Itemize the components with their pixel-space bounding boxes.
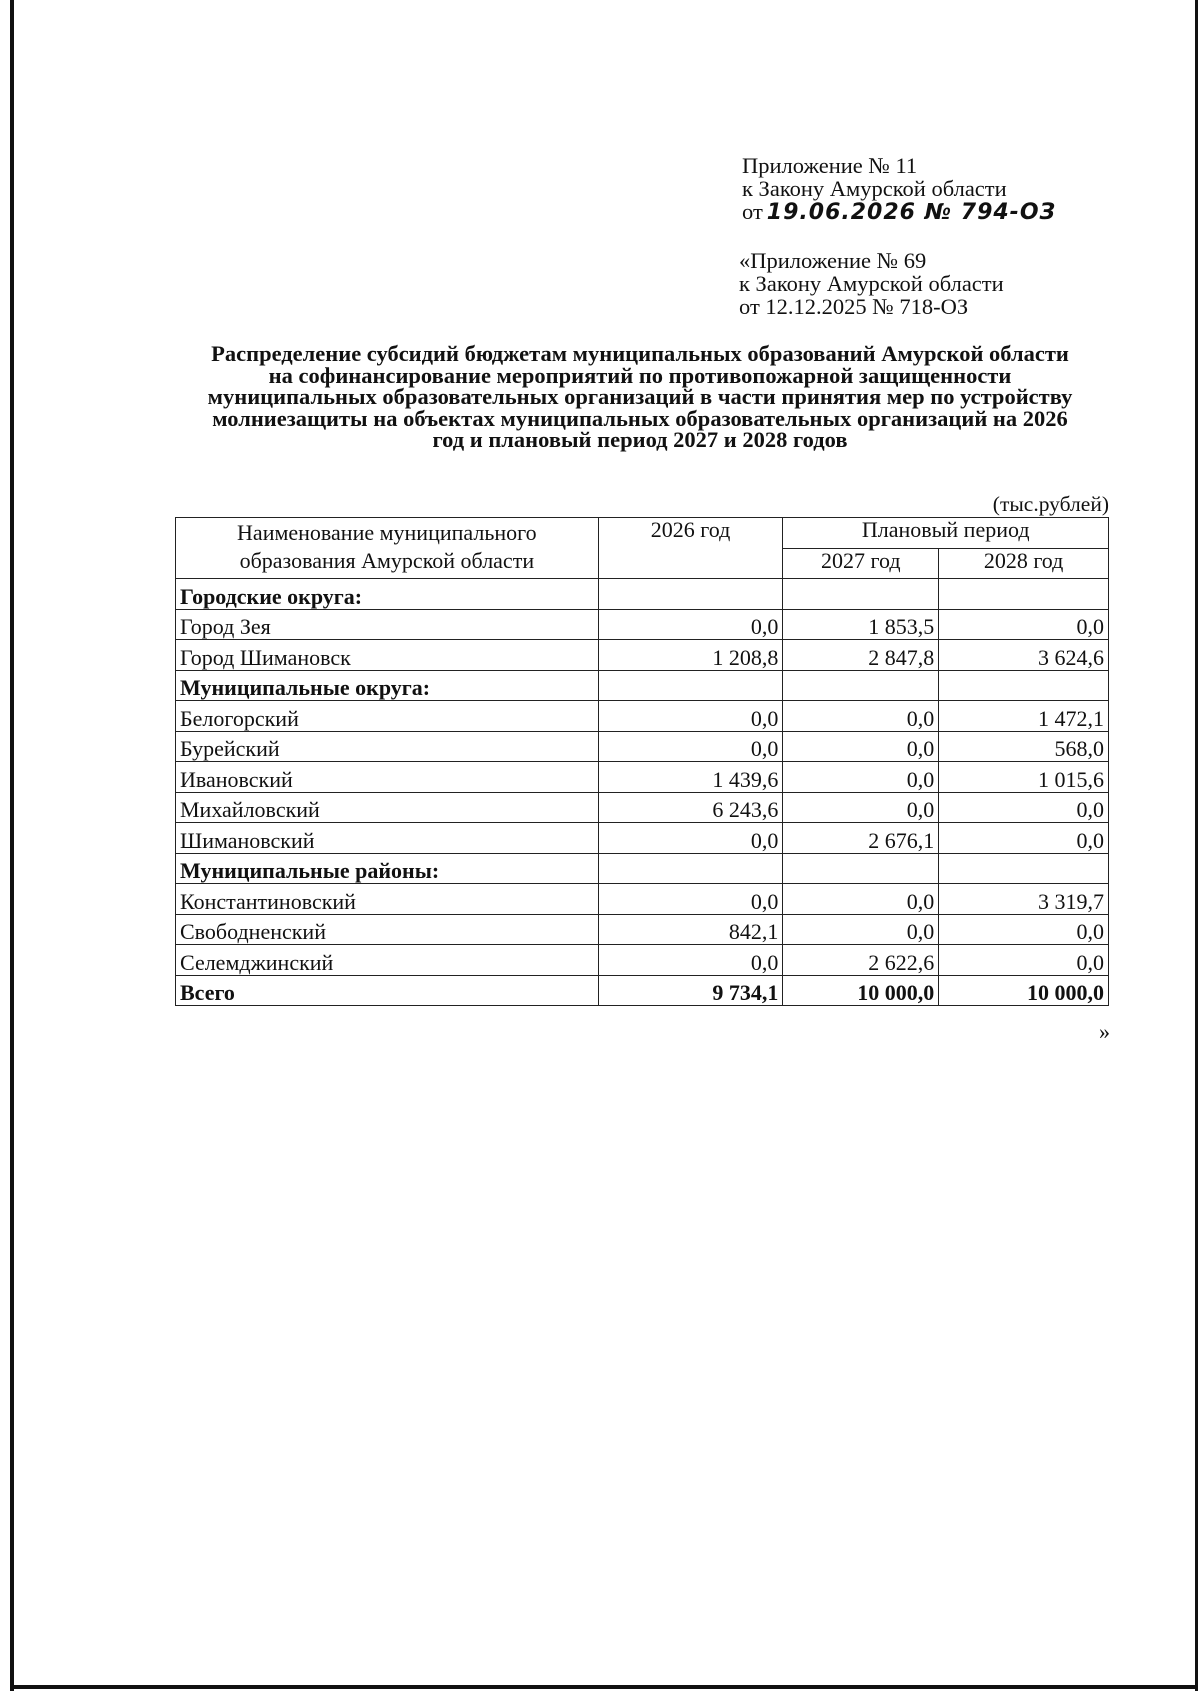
row-name-cell: Город Шимановск [176,640,599,671]
table-row [176,823,1109,854]
title-line: на софинансирование мероприятий по противопожарной защищенности [268,362,1012,388]
attachment-current-prefix: от [742,199,763,224]
scan-bottom-edge [10,1685,1198,1689]
header-planning-period: Плановый период [783,518,1109,549]
table-group-row [176,670,1109,701]
value-cell-2028 [939,579,1109,610]
value-cell-2028 [939,853,1109,884]
value-cell-2028: 0,0 [939,792,1109,823]
table-row [176,792,1109,823]
value-cell-2028: 0,0 [939,609,1109,640]
scan-right-edge [1195,0,1198,1691]
value-cell-2027: 0,0 [783,792,939,823]
table-group-row [176,579,1109,610]
attachment-current-line2: к Закону Амурской области [742,176,1007,201]
value-cell-2026: 0,0 [598,731,783,762]
row-name-cell: Константиновский [176,884,599,915]
value-cell-2028: 1 015,6 [939,762,1109,793]
value-cell-2027 [783,853,939,884]
value-cell-2028: 3 624,6 [939,640,1109,671]
row-name-cell: Михайловский [176,792,599,823]
value-cell-2028: 568,0 [939,731,1109,762]
value-cell-2026: 0,0 [598,701,783,732]
value-cell-2027: 0,0 [783,884,939,915]
value-cell-2026: 0,0 [598,884,783,915]
table-row [176,762,1109,793]
attachment-original-line2: к Закону Амурской области [739,271,1004,296]
value-cell-2028: 0,0 [939,914,1109,945]
header-name-line1: Наименование муниципального [237,520,537,545]
header-name-line2: образования Амурской области [239,548,535,573]
value-cell-2027 [783,670,939,701]
value-cell-2028: 1 472,1 [939,701,1109,732]
value-cell-2028: 3 319,7 [939,884,1109,915]
table-row [176,884,1109,915]
row-name-cell: Шимановский [176,823,599,854]
row-name-cell: Город Зея [176,609,599,640]
attachment-original-line3: от 12.12.2025 № 718-ОЗ [739,294,969,319]
header-name-cell [176,518,599,579]
value-cell-2026 [598,670,783,701]
title-line: молниезащиты на объектах муниципальных образовательных организаций на 2026 [212,405,1068,431]
table-row [176,731,1109,762]
attachment-original-line1: «Приложение № 69 [739,248,927,273]
value-cell-2028 [939,670,1109,701]
attachment-current-line3 [742,200,1056,224]
value-cell-2026 [598,853,783,884]
scan-left-edge [10,0,14,1691]
header-year-2028: 2028 год [939,548,1109,579]
table-header-row [176,518,1109,549]
table-row [176,701,1109,732]
value-cell-2026: 9 734,1 [598,975,783,1006]
value-cell-2026: 0,0 [598,823,783,854]
header-year-2026: 2026 год [598,518,783,579]
value-cell-2026: 1 439,6 [598,762,783,793]
row-name-cell: Ивановский [176,762,599,793]
row-name-cell: Муниципальные районы: [176,853,599,884]
value-cell-2027: 0,0 [783,731,939,762]
table-group-row [176,853,1109,884]
subsidy-table [175,517,1109,1006]
row-name-cell: Белогорский [176,701,599,732]
value-cell-2026: 6 243,6 [598,792,783,823]
value-cell-2026 [598,579,783,610]
value-cell-2026: 0,0 [598,609,783,640]
value-cell-2027: 0,0 [783,762,939,793]
document-title [150,343,1130,451]
table-row [176,914,1109,945]
value-cell-2027 [783,579,939,610]
value-cell-2026: 1 208,8 [598,640,783,671]
value-cell-2027: 1 853,5 [783,609,939,640]
value-cell-2027: 2 847,8 [783,640,939,671]
value-cell-2027: 2 622,6 [783,945,939,976]
value-cell-2027: 0,0 [783,701,939,732]
attachment-original-block [739,249,1004,318]
row-name-cell: Городские округа: [176,579,599,610]
table-row [176,609,1109,640]
row-name-cell: Всего [176,975,599,1006]
attachment-current-block [742,154,1056,224]
value-cell-2028: 0,0 [939,945,1109,976]
header-year-2027: 2027 год [783,548,939,579]
title-line: муниципальных образовательных организаций в части принятия мер по устройству [207,384,1073,409]
attachment-current-line1: Приложение № 11 [742,153,918,178]
value-cell-2028: 0,0 [939,823,1109,854]
value-cell-2027: 10 000,0 [783,975,939,1006]
row-name-cell: Бурейский [176,731,599,762]
value-cell-2028: 10 000,0 [939,975,1109,1006]
row-name-cell: Свободненский [176,914,599,945]
value-cell-2027: 2 676,1 [783,823,939,854]
value-cell-2026: 0,0 [598,945,783,976]
table-total-row [176,975,1109,1006]
table-row [176,640,1109,671]
handwritten-law-reference: 19.06.2026 № 794-ОЗ [766,200,1057,225]
title-line: Распределение субсидий бюджетам муниципальных образований Амурской области [211,341,1069,366]
row-name-cell: Муниципальные округа: [176,670,599,701]
value-cell-2027: 0,0 [783,914,939,945]
table-row [176,945,1109,976]
closing-quote: » [1099,1019,1110,1044]
row-name-cell: Селемджинский [176,945,599,976]
value-cell-2026: 842,1 [598,914,783,945]
units-label: (тыс.рублей) [992,492,1109,516]
title-line: год и плановый период 2027 и 2028 годов [432,427,848,452]
